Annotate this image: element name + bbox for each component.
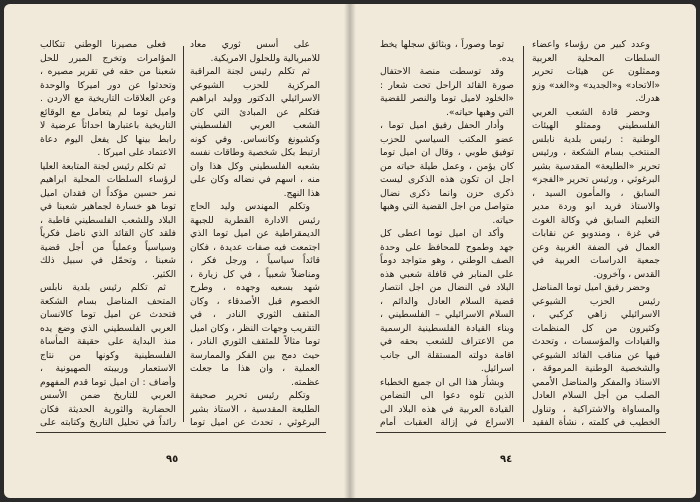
footer-rule [376, 432, 666, 433]
paragraph: توما وصوراً ، وبثائق سجلها يخط يده. [380, 39, 514, 64]
paragraph: وحضر رفيق اميل توما المناضل رئيس الحزب الشيوعي الاسرائيلي زاهي كركبي ، وكثيرون من كل المنظمات والقيادات والمؤسسات ، وتحدث فيها عن مناقب القائد الشيوعي والشخصية الوطنية المرموقة ، الاستاذ والمفكر والمناضل الأممي الصلب من أجل السلام العادل والمساواة والاشتراكية ، وتناول الخطيب في كلمته ، نشأة الفقيد [532, 282, 660, 428]
paragraph: وأدار الحفل رفيق اميل توما ، عضو المكتب السياسي للحزب توفيق طوبي ، وقال ان اميل توما كان يؤمن ، وعمل طيلة حياته من اجل ان تكون هذه الذكرى ليست ذكرى حزن وانما ذكرى نضال متواصل من اجل القضية التي وهبها حياته. [380, 120, 514, 226]
footer-rule [36, 432, 326, 433]
paragraph: وعدد كبير من رؤساء واعضاء السلطات المحلية العربية وممثلون عن هيئات تحرير «الاتحاد» و«الجديد» و«الغد» وزو هدرك. [532, 39, 660, 104]
paragraph: ثم تكلم رئيس لجنة المتابعة العليا لرؤساء السلطات المحلية ابراهيم نمر حسين مؤكداً ان فقدان اميل توما هو خسارة لجماهير شعبنا في البلاد وللشعب الفلسطيني قاطبة ، فلقد كان القائد الذي ناضل فكرياً وسياسياً وعملياً من أجل قضية شعبنا ، وتحمّل في سبيل ذلك الكثير. [40, 160, 176, 280]
book-spread [4, 4, 696, 498]
paragraph: ثم تكلم رئيس بلدية نابلس المتحف المناضل بسام الشكعة فتحدث عن اميل توما كالانسان العربي الفلسطيني الذي وضع يده منذ البداية على حقيقة المأساة الفلسطينية وكونها من نتاج الاستعمار وربيبته الصهيونية ، وأضاف : ان اميل توما قدم المفهوم العربي للتاريخ ضمن الأسس الحضارية والثورية الحديثة فكان رائداً في تحليل التاريخ وكتابته على [40, 282, 176, 428]
left-page [4, 4, 350, 498]
paragraph: وتكلم رئيس تحرير صحيفة الطليعة المقدسية ، الاستاذ بشير البرغوثي ، تحدث عن اميل توما [190, 390, 320, 428]
right-page-right-column [532, 38, 660, 428]
column-divider [183, 46, 184, 422]
left-page-left-column [40, 38, 176, 428]
column-divider [523, 46, 524, 422]
paragraph: وقد توسطت منصة الاحتفال صورة القائد الراحل تحت شعار : «الخلود لاميل توما والنصر للقضية التي وهبها حياته». [380, 66, 514, 118]
paragraph: على أسس ثوري معاد للامبريالية وللحلول الامريكية. [190, 39, 320, 64]
paragraph: فعلى مصيرنا الوطني تتكالب المؤامرات وتخرج المبرر للحل شعبنا من حقه في تقرير مصيره ، وتحدثوا عن دور اميركا والوحدة وعن العلاقات التاريخية مع الاردن . واميل توما لم يتعامل مع الوقائع التاريخية باعتبارها احداثاً عرضية لا رابط بينها كل يفعل اليوم دعاة الاعتماد على اميركا . [40, 39, 176, 158]
right-page [350, 4, 696, 498]
page-number: ٩٤ [500, 454, 513, 465]
paragraph: ثم تكلم رئيس لجنة المراقبة المركزية للحزب الشيوعي الاسرائيلي الدكتور ووليد ابراهيم فتكلم عن المبادئ التي كان الشعب العربي الفلسطيني وكشيونغ وكانساس. وفي كونه ارتبط بكل شخصية وطاقات نفسه بشعبه الفلسطيني وكل هذا وان منه ، اسهم في نضاله وكان على هذا النهج. [190, 66, 320, 199]
paragraph: وبشأر هذا الى ان جميع الخطباء الذين تلوه دعوا الى التضامن القيادة العربية في هذه البلاد الى الاسراع في إزالة العقبات أمام [380, 376, 514, 428]
page-number: ٩٥ [166, 454, 179, 465]
book-gutter [344, 4, 356, 498]
paragraph: وتكلم المهندس وليد الحاج رئيس الادارة القطرية للجبهة الديمقراطية عن اميل توما الذي اجتمعت فيه صفات عديدة ، فكان قائداً سياسياً ، ورجل فكر ، ومناضلاً شعبياً ، في كل زيارة ، شهد بسعيه وجهده ، وطرح الخصوم قبل الأصدقاء ، وكان المثقف الثوري النادر ، في التقريب وجهات النظر ، وكان اميل توما مثالاً للمثقف الثوري النادر ، حيث دمج بين الفكر والممارسة العملية ، وان هذا ما جعلت عظمته. [190, 201, 320, 388]
right-page-left-column [380, 38, 514, 428]
paragraph: وحضر قادة الشعب العربي الفلسطيني وممثلو الهيئات الوطنية : رئيس بلدية نابلس المنتخب بسام الشكعة ، ورئيس تحرير «الطليعة» المقدسية بشير البرغوثي ، ورئيس تحرير «الفجر» السابق ، والمأمون السيد ، والاستاذ فريد ابو وردة مدير التعليم السابق في وكالة الغوث في غزة ، ومندوبو عن نقابات العمال في الضفة الغربية وعن جمعية الدراسات العربية في القدس ، وآخرون. [532, 106, 660, 280]
left-page-right-column [190, 38, 320, 428]
paragraph: وأكد ان اميل توما اعطى كل جهد وطموح للمحافظ على وحدة الصف الوطني ، وهو متواجد دوماً على المنابر في قافلة شعبي هذه البلاد في النضال من اجل انتصار قضية السلام العادل والدائم ، السلام الاسرائيلي – الفلسطيني ، وبناء القيادة الفلسطينية الرسمية من الاعتراف للشعب بحقه في اقامة دولته المستقلة الى جانب اسرائيل. [380, 228, 514, 374]
